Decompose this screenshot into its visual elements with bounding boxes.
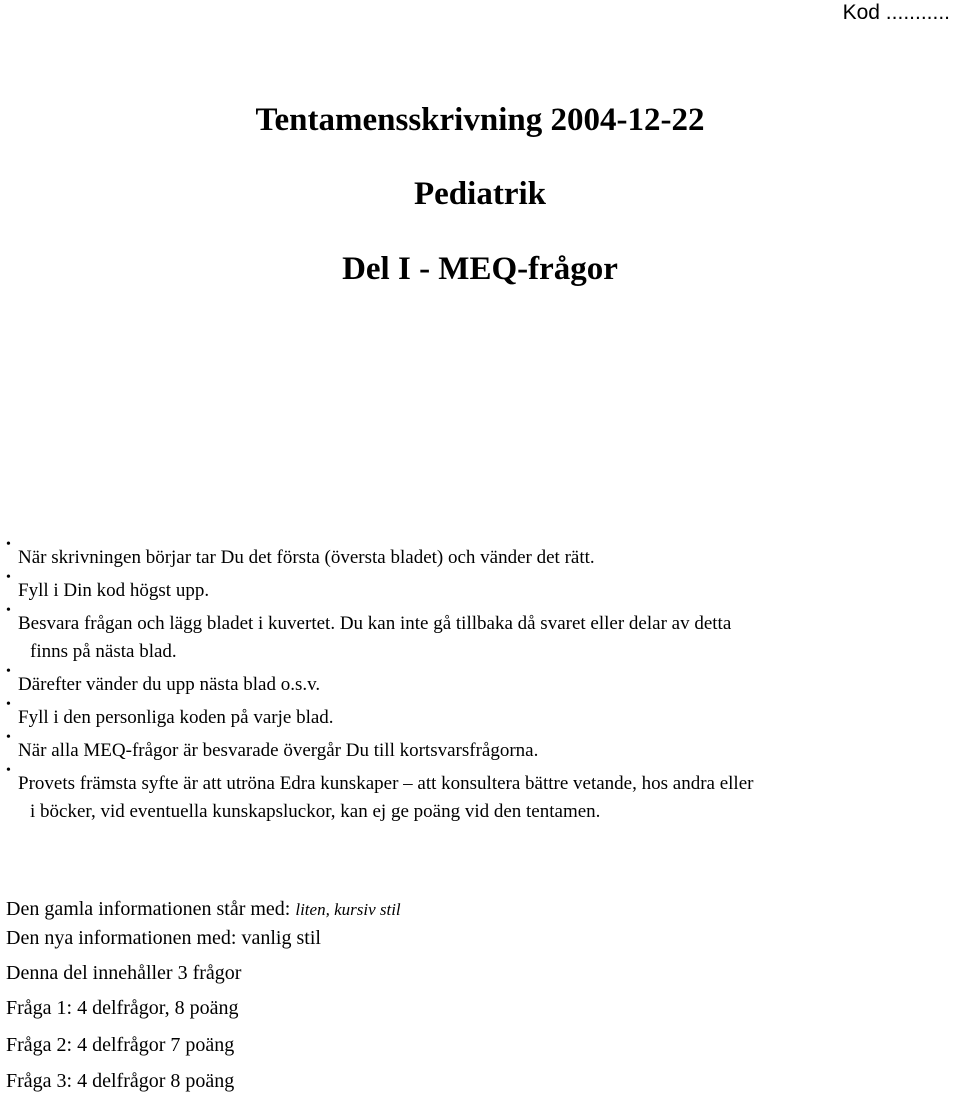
old-info-style: liten, kursiv stil bbox=[295, 900, 401, 919]
subject-title: Pediatrik bbox=[414, 176, 546, 212]
question-count: Denna del innehåller 3 frågor bbox=[6, 962, 242, 984]
question-1-summary: Fråga 1: 4 delfrågor, 8 poäng bbox=[6, 997, 239, 1019]
instruction-text: Provets främsta syfte är att utröna Edra kunskaper – att konsultera bättre vetande, hos andra eller bbox=[18, 773, 754, 794]
instruction-item bbox=[6, 664, 956, 699]
instruction-text: Därefter vänder du upp nästa blad o.s.v. bbox=[18, 674, 321, 695]
bullet-icon: • bbox=[6, 664, 11, 679]
instruction-text: När alla MEQ-frågor är besvarade övergår Du till kortsvarsfrågorna. bbox=[18, 740, 539, 761]
new-info-note: Den nya informationen med: vanlig stil bbox=[6, 927, 321, 949]
instruction-text-continued: finns på nästa blad. bbox=[30, 641, 177, 662]
bullet-icon: • bbox=[6, 537, 11, 552]
instruction-item bbox=[6, 570, 956, 605]
part-title: Del I - MEQ-frågor bbox=[342, 251, 618, 287]
bullet-icon: • bbox=[6, 697, 11, 712]
instruction-item bbox=[6, 763, 956, 826]
instruction-text: När skrivningen börjar tar Du det första (översta bladet) och vänder det rätt. bbox=[18, 547, 595, 568]
old-info-prefix: Den gamla informationen står med: bbox=[6, 898, 296, 920]
exam-title: Tentamensskrivning 2004-12-22 bbox=[255, 102, 705, 138]
code-field-label: Kod ........... bbox=[842, 1, 950, 24]
instruction-item bbox=[6, 537, 956, 572]
instruction-item bbox=[6, 697, 956, 732]
instruction-text: Besvara frågan och lägg bladet i kuvertet. Du kan inte gå tillbaka då svaret eller delar av detta bbox=[18, 613, 732, 634]
bullet-icon: • bbox=[6, 763, 11, 778]
bullet-icon: • bbox=[6, 570, 11, 585]
instruction-item bbox=[6, 603, 956, 666]
question-3-summary: Fråga 3: 4 delfrågor 8 poäng bbox=[6, 1070, 235, 1092]
bullet-icon: • bbox=[6, 603, 11, 618]
old-info-note bbox=[6, 896, 401, 923]
question-2-summary: Fråga 2: 4 delfrågor 7 poäng bbox=[6, 1034, 235, 1056]
instruction-text-continued: i böcker, vid eventuella kunskapsluckor, kan ej ge poäng vid den tentamen. bbox=[30, 801, 601, 822]
bullet-icon: • bbox=[6, 730, 11, 745]
instruction-text: Fyll i den personliga koden på varje blad. bbox=[18, 707, 334, 728]
instruction-item bbox=[6, 730, 956, 765]
instruction-list bbox=[6, 537, 956, 831]
instruction-text: Fyll i Din kod högst upp. bbox=[18, 580, 210, 601]
